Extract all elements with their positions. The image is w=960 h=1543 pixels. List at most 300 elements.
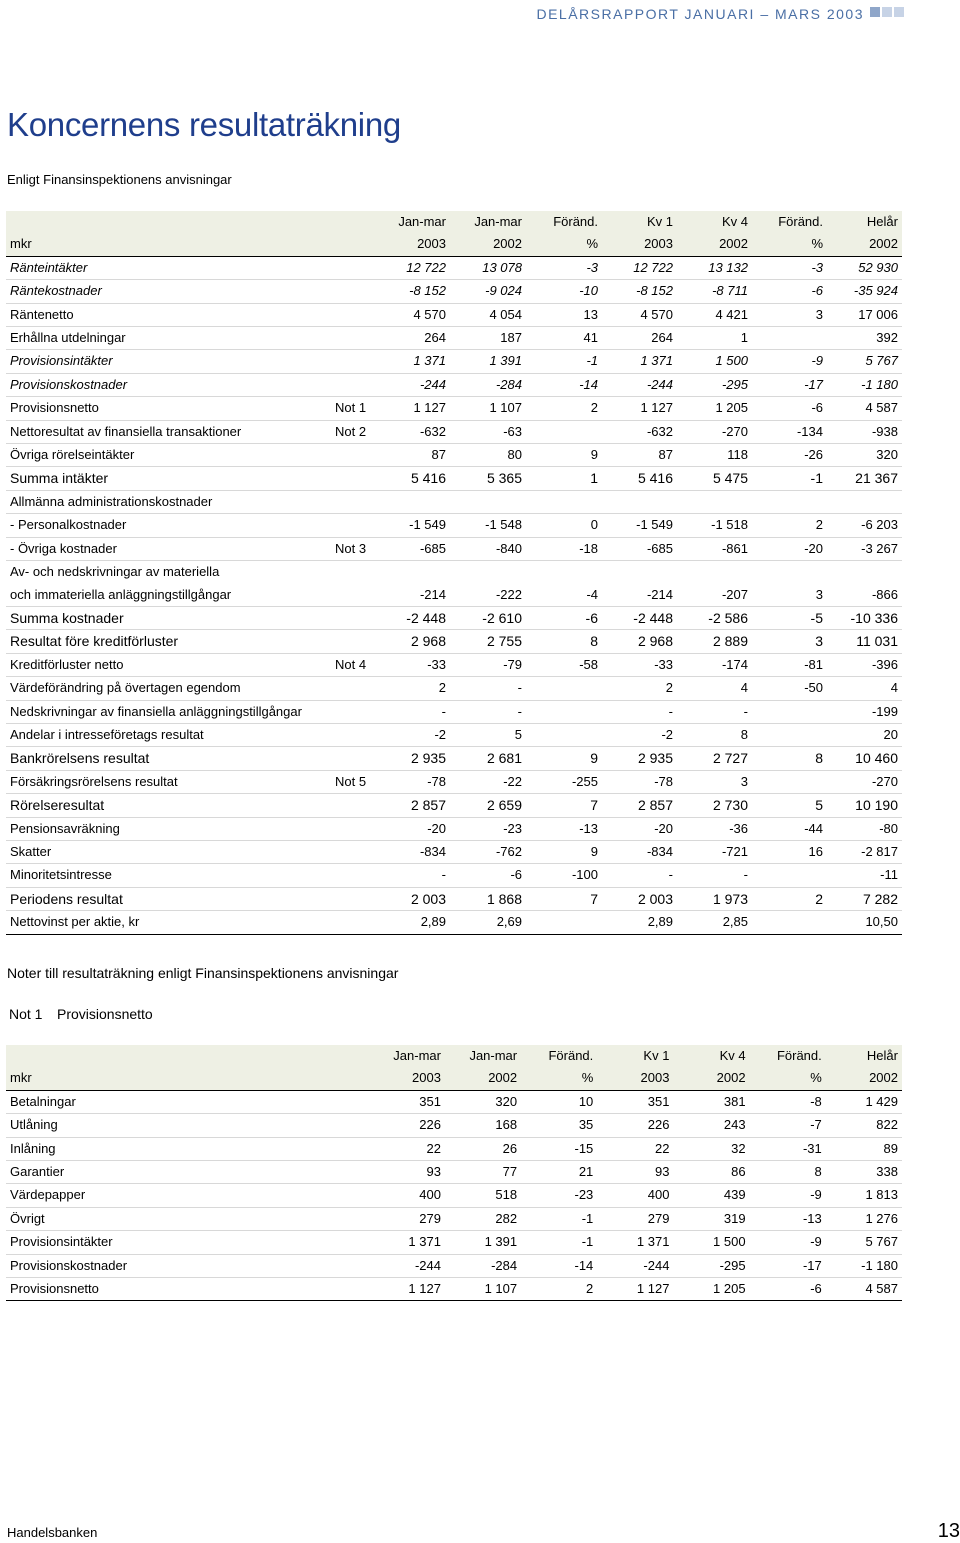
value-cell: 320 (827, 444, 902, 467)
table-row (6, 630, 902, 653)
value-cell: 226 (597, 1114, 673, 1137)
value-cell: -1 180 (827, 373, 902, 396)
row-label: Inlåning (6, 1137, 372, 1160)
table-row (6, 911, 902, 934)
value-cell: 264 (376, 327, 450, 350)
table-row (6, 467, 902, 490)
table-row (6, 677, 902, 700)
value-cell: 8 (677, 723, 752, 746)
table-row (6, 373, 902, 396)
value-cell: 3 (752, 584, 827, 607)
column-header: 2003 (372, 1067, 445, 1090)
value-cell: 279 (372, 1207, 445, 1230)
table-row (6, 723, 902, 746)
table-header-row (6, 233, 902, 256)
value-cell: -5 (752, 606, 827, 629)
value-cell (526, 420, 602, 443)
value-cell: 2 (752, 514, 827, 537)
note-reference (331, 303, 376, 326)
column-header: Helår (827, 211, 902, 233)
row-label: Provisionsnetto (6, 1278, 372, 1301)
column-header: Föränd. (521, 1045, 597, 1067)
value-cell: -270 (827, 770, 902, 793)
value-cell: 7 (526, 794, 602, 817)
row-label: Nettoresultat av finansiella transaktioner (6, 420, 331, 443)
value-cell: 86 (673, 1161, 749, 1184)
column-header: 2002 (450, 233, 526, 256)
value-cell: 77 (445, 1161, 521, 1184)
note-reference (331, 490, 376, 513)
row-label: Resultat före kreditförluster (6, 630, 331, 653)
row-label: - Personalkostnader (6, 514, 331, 537)
value-cell (827, 561, 902, 584)
value-cell (526, 677, 602, 700)
table-row (6, 817, 902, 840)
value-cell: -15 (521, 1137, 597, 1160)
value-cell: 1 127 (602, 397, 677, 420)
value-cell: 243 (673, 1114, 749, 1137)
value-cell: 518 (445, 1184, 521, 1207)
column-header: % (526, 233, 602, 256)
value-cell: -8 711 (677, 280, 752, 303)
table-row (6, 794, 902, 817)
value-cell: -13 (526, 817, 602, 840)
row-label: Summa kostnader (6, 606, 331, 629)
note-reference: Not 2 (331, 420, 376, 443)
value-cell: 26 (445, 1137, 521, 1160)
value-cell: 10 (521, 1090, 597, 1113)
value-cell: -20 (752, 537, 827, 560)
value-cell: 168 (445, 1114, 521, 1137)
value-cell: -33 (602, 653, 677, 676)
value-cell (752, 561, 827, 584)
value-cell: 1 107 (450, 397, 526, 420)
value-cell: 35 (521, 1114, 597, 1137)
value-cell (752, 700, 827, 723)
value-cell: 16 (752, 840, 827, 863)
value-cell: 5 (450, 723, 526, 746)
value-cell: 3 (677, 770, 752, 793)
note-reference (331, 794, 376, 817)
value-cell: -23 (521, 1184, 597, 1207)
value-cell: -50 (752, 677, 827, 700)
value-cell (526, 561, 602, 584)
row-label: Värdepapper (6, 1184, 372, 1207)
value-cell: -8 (750, 1090, 826, 1113)
value-cell: 1 391 (445, 1231, 521, 1254)
row-label: Kreditförluster netto (6, 653, 331, 676)
note-1-heading (9, 1006, 153, 1022)
footer-page-number: 13 (937, 1520, 960, 1542)
table-row (6, 700, 902, 723)
note-reference (331, 256, 376, 279)
value-cell: -938 (827, 420, 902, 443)
value-cell: -6 (752, 280, 827, 303)
table-row (6, 537, 902, 560)
value-cell: -14 (526, 373, 602, 396)
value-cell: -9 024 (450, 280, 526, 303)
value-cell: 9 (526, 444, 602, 467)
row-label: Nedskrivningar av finansiella anläggningstillgångar (6, 700, 331, 723)
table-row (6, 1137, 902, 1160)
value-cell: 4 570 (376, 303, 450, 326)
column-header: Kv 4 (673, 1045, 749, 1067)
value-cell: 319 (673, 1207, 749, 1230)
value-cell: -2 448 (602, 606, 677, 629)
value-cell: 4 (827, 677, 902, 700)
value-cell: 2 003 (602, 887, 677, 910)
row-label: Allmänna administrationskostnader (6, 490, 331, 513)
column-header: 2002 (827, 233, 902, 256)
value-cell: - (450, 677, 526, 700)
value-cell: -18 (526, 537, 602, 560)
table-row (6, 1090, 902, 1113)
row-label: Försäkringsrörelsens resultat (6, 770, 331, 793)
table-row (6, 303, 902, 326)
value-cell: 1 (526, 467, 602, 490)
value-cell: -244 (376, 373, 450, 396)
page-subtitle: Enligt Finansinspektionens anvisningar (7, 172, 232, 187)
value-cell: -9 (750, 1231, 826, 1254)
table-row (6, 770, 902, 793)
row-label: Värdeförändring på övertagen egendom (6, 677, 331, 700)
row-label: Övrigt (6, 1207, 372, 1230)
note-reference: Not 3 (331, 537, 376, 560)
value-cell: -9 (750, 1184, 826, 1207)
column-header: Föränd. (750, 1045, 826, 1067)
note-reference: Not 1 (331, 397, 376, 420)
table-row (6, 514, 902, 537)
table-row (6, 584, 902, 607)
value-cell: 2,89 (376, 911, 450, 934)
table-header-row (6, 211, 902, 233)
value-cell: -7 (750, 1114, 826, 1137)
value-cell: -685 (376, 537, 450, 560)
value-cell: -2 (376, 723, 450, 746)
value-cell (450, 561, 526, 584)
row-label: Bankrörelsens resultat (6, 747, 331, 770)
column-header: Föränd. (752, 211, 827, 233)
value-cell (526, 723, 602, 746)
value-cell: 3 (752, 303, 827, 326)
value-cell: 2 755 (450, 630, 526, 653)
value-cell: -295 (677, 373, 752, 396)
value-cell: 1 500 (677, 350, 752, 373)
value-cell: 17 006 (827, 303, 902, 326)
value-cell: 87 (602, 444, 677, 467)
value-cell: -2 448 (376, 606, 450, 629)
value-cell: 0 (526, 514, 602, 537)
value-cell: -199 (827, 700, 902, 723)
note-reference (331, 444, 376, 467)
value-cell: -2 817 (827, 840, 902, 863)
column-header: Jan-mar (445, 1045, 521, 1067)
value-cell: 1 371 (597, 1231, 673, 1254)
column-header: mkr (6, 1067, 372, 1090)
value-cell: 20 (827, 723, 902, 746)
value-cell: -63 (450, 420, 526, 443)
note-label: Not 1 (9, 1006, 43, 1022)
value-cell: -2 (602, 723, 677, 746)
value-cell: 8 (750, 1161, 826, 1184)
value-cell: -26 (752, 444, 827, 467)
value-cell: 2 935 (602, 747, 677, 770)
value-cell: 1 813 (826, 1184, 902, 1207)
value-cell: 5 416 (602, 467, 677, 490)
column-header: 2003 (376, 233, 450, 256)
row-label: Provisionskostnader (6, 1254, 372, 1277)
value-cell: 41 (526, 327, 602, 350)
value-cell: 93 (372, 1161, 445, 1184)
value-cell: 1 868 (450, 887, 526, 910)
value-cell: -22 (450, 770, 526, 793)
value-cell: -6 203 (827, 514, 902, 537)
value-cell: - (602, 864, 677, 887)
column-header: % (752, 233, 827, 256)
value-cell: 13 132 (677, 256, 752, 279)
value-cell: -174 (677, 653, 752, 676)
value-cell: -834 (376, 840, 450, 863)
column-header: 2002 (826, 1067, 902, 1090)
row-label: Provisionskostnader (6, 373, 331, 396)
table-header-row (6, 1045, 902, 1067)
value-cell: 282 (445, 1207, 521, 1230)
column-header: Kv 1 (602, 211, 677, 233)
value-cell: 2 (752, 887, 827, 910)
value-cell: 8 (752, 747, 827, 770)
value-cell: 2 (526, 397, 602, 420)
value-cell (752, 723, 827, 746)
value-cell: 1 276 (826, 1207, 902, 1230)
row-label: Pensionsavräkning (6, 817, 331, 840)
table-row (6, 1231, 902, 1254)
row-label: Nettovinst per aktie, kr (6, 911, 331, 934)
footer-bank-name: Handelsbanken (7, 1525, 98, 1540)
table-row (6, 280, 902, 303)
value-cell: 2 968 (602, 630, 677, 653)
value-cell: 1 205 (673, 1278, 749, 1301)
value-cell: 1 429 (826, 1090, 902, 1113)
table-row (6, 1184, 902, 1207)
table-row (6, 397, 902, 420)
note-reference (331, 514, 376, 537)
value-cell (602, 490, 677, 513)
row-label: Skatter (6, 840, 331, 863)
table-row (6, 747, 902, 770)
table-row (6, 864, 902, 887)
value-cell: -632 (376, 420, 450, 443)
column-header: Helår (826, 1045, 902, 1067)
income-statement-table (6, 211, 902, 935)
note-reference (331, 561, 376, 584)
value-cell: -244 (597, 1254, 673, 1277)
column-header: Kv 4 (677, 211, 752, 233)
value-cell: 87 (376, 444, 450, 467)
value-cell: 22 (372, 1137, 445, 1160)
value-cell: -23 (450, 817, 526, 840)
table-row (6, 840, 902, 863)
value-cell: 32 (673, 1137, 749, 1160)
value-cell: 264 (602, 327, 677, 350)
value-cell: 392 (827, 327, 902, 350)
value-cell: 118 (677, 444, 752, 467)
value-cell: -1 548 (450, 514, 526, 537)
value-cell: 10 190 (827, 794, 902, 817)
value-cell: 279 (597, 1207, 673, 1230)
column-header (331, 211, 376, 233)
value-cell: -9 (752, 350, 827, 373)
column-header: % (750, 1067, 826, 1090)
notes-heading: Noter till resultaträkning enligt Finansinspektionens anvisningar (7, 965, 399, 981)
note-reference (331, 911, 376, 934)
value-cell: 2 727 (677, 747, 752, 770)
value-cell: 2 889 (677, 630, 752, 653)
note-reference (331, 840, 376, 863)
column-header: Föränd. (526, 211, 602, 233)
value-cell: -1 180 (826, 1254, 902, 1277)
value-cell: 381 (673, 1090, 749, 1113)
value-cell: 1 500 (673, 1231, 749, 1254)
value-cell: - (602, 700, 677, 723)
value-cell (677, 561, 752, 584)
value-cell: -207 (677, 584, 752, 607)
value-cell: 5 365 (450, 467, 526, 490)
column-header: Jan-mar (376, 211, 450, 233)
value-cell: 4 421 (677, 303, 752, 326)
table-header-row (6, 1067, 902, 1090)
value-cell: - (450, 700, 526, 723)
table-row (6, 444, 902, 467)
value-cell: -244 (602, 373, 677, 396)
column-header: Jan-mar (372, 1045, 445, 1067)
value-cell: 5 416 (376, 467, 450, 490)
value-cell: -222 (450, 584, 526, 607)
row-label: Minoritetsintresse (6, 864, 331, 887)
row-label: Andelar i intresseföretags resultat (6, 723, 331, 746)
value-cell: 400 (597, 1184, 673, 1207)
value-cell (526, 490, 602, 513)
value-cell: -861 (677, 537, 752, 560)
value-cell: 93 (597, 1161, 673, 1184)
report-header-title: DELÅRSRAPPORT JANUARI – MARS 2003 (536, 6, 864, 22)
page-title: Koncernens resultaträkning (7, 106, 401, 143)
value-cell: -1 549 (376, 514, 450, 537)
value-cell: -33 (376, 653, 450, 676)
value-cell (376, 561, 450, 584)
value-cell: -6 (750, 1278, 826, 1301)
value-cell: 2,89 (602, 911, 677, 934)
value-cell: - (677, 864, 752, 887)
value-cell: 2 968 (376, 630, 450, 653)
value-cell: -270 (677, 420, 752, 443)
column-header: mkr (6, 233, 331, 256)
note-reference (331, 606, 376, 629)
row-label: Utlåning (6, 1114, 372, 1137)
value-cell: 2 (521, 1278, 597, 1301)
value-cell: 1 127 (372, 1278, 445, 1301)
note-reference (331, 373, 376, 396)
value-cell: - (677, 700, 752, 723)
value-cell: -58 (526, 653, 602, 676)
value-cell: -80 (827, 817, 902, 840)
value-cell: 10 460 (827, 747, 902, 770)
value-cell: 4 587 (827, 397, 902, 420)
value-cell: -1 518 (677, 514, 752, 537)
value-cell: 2 857 (602, 794, 677, 817)
value-cell: -81 (752, 653, 827, 676)
value-cell (526, 911, 602, 934)
value-cell: -78 (376, 770, 450, 793)
value-cell: 4 570 (602, 303, 677, 326)
value-cell: 2 659 (450, 794, 526, 817)
table-row (6, 490, 902, 513)
value-cell: 5 475 (677, 467, 752, 490)
column-header: Jan-mar (450, 211, 526, 233)
value-cell: 1 371 (602, 350, 677, 373)
row-label: Räntenetto (6, 303, 331, 326)
column-header (6, 211, 331, 233)
value-cell: - (376, 864, 450, 887)
value-cell: 400 (372, 1184, 445, 1207)
value-cell: 5 (752, 794, 827, 817)
value-cell (752, 770, 827, 793)
value-cell: -10 (526, 280, 602, 303)
value-cell: -3 267 (827, 537, 902, 560)
note-reference (331, 887, 376, 910)
row-label: Periodens resultat (6, 887, 331, 910)
value-cell: 320 (445, 1090, 521, 1113)
value-cell: -79 (450, 653, 526, 676)
value-cell: 12 722 (602, 256, 677, 279)
value-cell: -214 (376, 584, 450, 607)
value-cell: 2,85 (677, 911, 752, 934)
value-cell: -866 (827, 584, 902, 607)
value-cell: 12 722 (376, 256, 450, 279)
value-cell: -1 (752, 467, 827, 490)
note-reference (331, 817, 376, 840)
value-cell: 439 (673, 1184, 749, 1207)
note-reference: Not 5 (331, 770, 376, 793)
value-cell: -6 (526, 606, 602, 629)
value-cell: -1 (526, 350, 602, 373)
value-cell: -1 549 (602, 514, 677, 537)
value-cell: 187 (450, 327, 526, 350)
value-cell: 338 (826, 1161, 902, 1184)
value-cell: -36 (677, 817, 752, 840)
column-header: 2002 (677, 233, 752, 256)
row-label: Av- och nedskrivningar av materiella (10, 564, 220, 580)
table-row (6, 887, 902, 910)
value-cell: -3 (752, 256, 827, 279)
value-cell: 1 205 (677, 397, 752, 420)
column-header: Kv 1 (597, 1045, 673, 1067)
value-cell: -20 (376, 817, 450, 840)
value-cell: -6 (752, 397, 827, 420)
row-label: Betalningar (6, 1090, 372, 1113)
table-row (6, 1114, 902, 1137)
table-row (6, 1161, 902, 1184)
value-cell: 1 371 (376, 350, 450, 373)
value-cell: -295 (673, 1254, 749, 1277)
value-cell (752, 911, 827, 934)
table-row (6, 350, 902, 373)
value-cell: 13 078 (450, 256, 526, 279)
value-cell: -396 (827, 653, 902, 676)
value-cell: 21 367 (827, 467, 902, 490)
row-label: Räntekostnader (6, 280, 331, 303)
value-cell: 2 935 (376, 747, 450, 770)
note-title: Provisionsnetto (57, 1006, 153, 1022)
